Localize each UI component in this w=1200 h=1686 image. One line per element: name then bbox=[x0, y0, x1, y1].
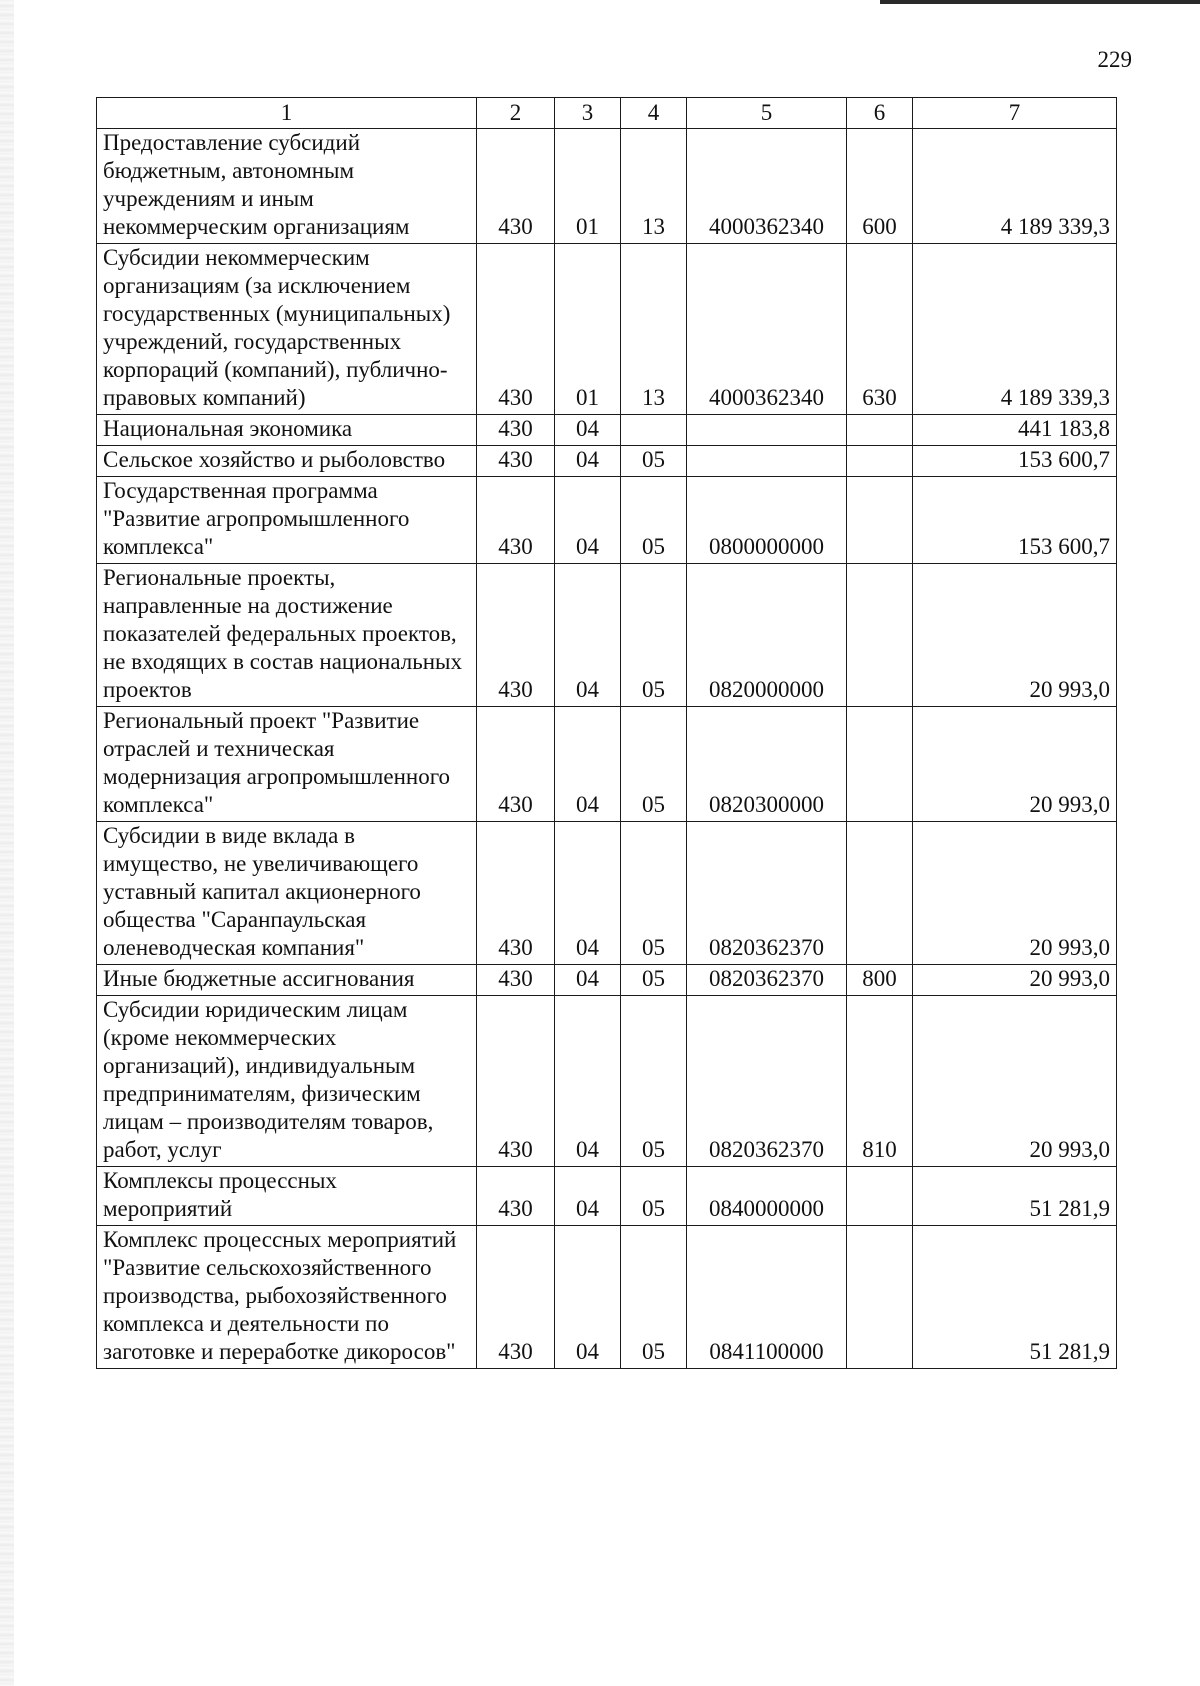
row-col-3: 04 bbox=[555, 415, 621, 446]
row-col-3: 04 bbox=[555, 965, 621, 996]
row-name: Национальная экономика bbox=[97, 415, 477, 446]
row-col-2: 430 bbox=[477, 564, 555, 707]
row-col-6 bbox=[847, 822, 913, 965]
row-name: Комплекс процессных мероприятий "Развитие сельскохозяйственного производства, рыбохозяйственного комплекса и деятельности по заготовке и переработке дикоросов" bbox=[97, 1226, 477, 1369]
row-col-2: 430 bbox=[477, 129, 555, 244]
table-row bbox=[97, 707, 1117, 822]
scan-edge-top bbox=[880, 0, 1200, 4]
row-col-2: 430 bbox=[477, 1226, 555, 1369]
table-row bbox=[97, 244, 1117, 415]
row-name: Субсидии юридическим лицам (кроме некоммерческих организаций), индивидуальным предпринимателям, физическим лицам – производителям товаров, работ, услуг bbox=[97, 996, 477, 1167]
column-header-5: 5 bbox=[687, 98, 847, 129]
row-col-7: 4 189 339,3 bbox=[913, 244, 1117, 415]
row-col-6 bbox=[847, 415, 913, 446]
row-col-5: 0820000000 bbox=[687, 564, 847, 707]
table-row bbox=[97, 1226, 1117, 1369]
column-header-1: 1 bbox=[97, 98, 477, 129]
column-header-4: 4 bbox=[621, 98, 687, 129]
row-col-7: 51 281,9 bbox=[913, 1226, 1117, 1369]
row-col-5: 0841100000 bbox=[687, 1226, 847, 1369]
page-number: 229 bbox=[1097, 47, 1132, 72]
row-col-7: 4 189 339,3 bbox=[913, 129, 1117, 244]
column-header-2: 2 bbox=[477, 98, 555, 129]
row-col-4: 05 bbox=[621, 707, 687, 822]
row-name: Региональный проект "Развитие отраслей и техническая модернизация агропромышленного комплекса" bbox=[97, 707, 477, 822]
row-name: Предоставление субсидий бюджетным, автономным учреждениям и иным некоммерческим организациям bbox=[97, 129, 477, 244]
row-col-3: 04 bbox=[555, 564, 621, 707]
row-col-6 bbox=[847, 1226, 913, 1369]
row-col-7: 20 993,0 bbox=[913, 707, 1117, 822]
row-col-2: 430 bbox=[477, 707, 555, 822]
row-col-2: 430 bbox=[477, 477, 555, 564]
row-col-7: 20 993,0 bbox=[913, 965, 1117, 996]
row-col-7: 51 281,9 bbox=[913, 1167, 1117, 1226]
table-body bbox=[97, 129, 1117, 1369]
table-row bbox=[97, 415, 1117, 446]
row-name: Субсидии некоммерческим организациям (за исключением государственных (муниципальных) учреждений, государственных корпораций (компаний), публично-правовых компаний) bbox=[97, 244, 477, 415]
row-col-6 bbox=[847, 446, 913, 477]
row-col-3: 04 bbox=[555, 1226, 621, 1369]
table-row bbox=[97, 822, 1117, 965]
row-col-5: 4000362340 bbox=[687, 244, 847, 415]
row-name: Государственная программа "Развитие агропромышленного комплекса" bbox=[97, 477, 477, 564]
row-col-5: 4000362340 bbox=[687, 129, 847, 244]
row-col-5: 0820362370 bbox=[687, 996, 847, 1167]
table-row bbox=[97, 129, 1117, 244]
row-col-2: 430 bbox=[477, 415, 555, 446]
row-col-4 bbox=[621, 415, 687, 446]
row-col-4: 05 bbox=[621, 446, 687, 477]
row-col-6 bbox=[847, 564, 913, 707]
header-row bbox=[97, 98, 1117, 129]
row-col-2: 430 bbox=[477, 1167, 555, 1226]
row-col-2: 430 bbox=[477, 446, 555, 477]
row-col-4: 05 bbox=[621, 965, 687, 996]
row-col-4: 05 bbox=[621, 996, 687, 1167]
budget-table bbox=[96, 97, 1117, 1369]
row-col-7: 153 600,7 bbox=[913, 477, 1117, 564]
column-header-6: 6 bbox=[847, 98, 913, 129]
row-col-2: 430 bbox=[477, 996, 555, 1167]
row-col-2: 430 bbox=[477, 965, 555, 996]
row-col-5: 0800000000 bbox=[687, 477, 847, 564]
table-row bbox=[97, 965, 1117, 996]
row-col-5 bbox=[687, 415, 847, 446]
row-col-4: 13 bbox=[621, 244, 687, 415]
table-row bbox=[97, 477, 1117, 564]
table-row bbox=[97, 996, 1117, 1167]
row-col-7: 153 600,7 bbox=[913, 446, 1117, 477]
row-col-4: 05 bbox=[621, 477, 687, 564]
row-name: Комплексы процессных мероприятий bbox=[97, 1167, 477, 1226]
row-col-4: 13 bbox=[621, 129, 687, 244]
row-col-5: 0820300000 bbox=[687, 707, 847, 822]
table-row bbox=[97, 1167, 1117, 1226]
table-row bbox=[97, 564, 1117, 707]
row-col-3: 04 bbox=[555, 1167, 621, 1226]
row-col-3: 04 bbox=[555, 707, 621, 822]
row-col-6 bbox=[847, 707, 913, 822]
row-col-6: 810 bbox=[847, 996, 913, 1167]
row-col-4: 05 bbox=[621, 822, 687, 965]
scan-edge-left bbox=[0, 0, 14, 1686]
row-col-3: 01 bbox=[555, 244, 621, 415]
row-col-3: 01 bbox=[555, 129, 621, 244]
table-header bbox=[97, 98, 1117, 129]
row-col-3: 04 bbox=[555, 822, 621, 965]
row-col-7: 20 993,0 bbox=[913, 564, 1117, 707]
row-col-5: 0820362370 bbox=[687, 822, 847, 965]
column-header-3: 3 bbox=[555, 98, 621, 129]
row-col-3: 04 bbox=[555, 446, 621, 477]
row-col-6 bbox=[847, 477, 913, 564]
row-col-3: 04 bbox=[555, 996, 621, 1167]
column-header-7: 7 bbox=[913, 98, 1117, 129]
row-col-7: 441 183,8 bbox=[913, 415, 1117, 446]
row-col-6: 800 bbox=[847, 965, 913, 996]
row-col-5 bbox=[687, 446, 847, 477]
row-col-6: 600 bbox=[847, 129, 913, 244]
row-col-5: 0840000000 bbox=[687, 1167, 847, 1226]
row-col-7: 20 993,0 bbox=[913, 822, 1117, 965]
row-col-5: 0820362370 bbox=[687, 965, 847, 996]
row-col-4: 05 bbox=[621, 564, 687, 707]
row-name: Региональные проекты, направленные на достижение показателей федеральных проектов, не входящих в состав национальных проектов bbox=[97, 564, 477, 707]
row-col-2: 430 bbox=[477, 244, 555, 415]
row-col-4: 05 bbox=[621, 1226, 687, 1369]
row-col-7: 20 993,0 bbox=[913, 996, 1117, 1167]
row-col-4: 05 bbox=[621, 1167, 687, 1226]
table-row bbox=[97, 446, 1117, 477]
row-col-6: 630 bbox=[847, 244, 913, 415]
row-name: Иные бюджетные ассигнования bbox=[97, 965, 477, 996]
row-name: Субсидии в виде вклада в имущество, не увеличивающего уставный капитал акционерного общества "Саранпаульская оленеводческая компания" bbox=[97, 822, 477, 965]
row-col-3: 04 bbox=[555, 477, 621, 564]
row-name: Сельское хозяйство и рыболовство bbox=[97, 446, 477, 477]
row-col-2: 430 bbox=[477, 822, 555, 965]
row-col-6 bbox=[847, 1167, 913, 1226]
